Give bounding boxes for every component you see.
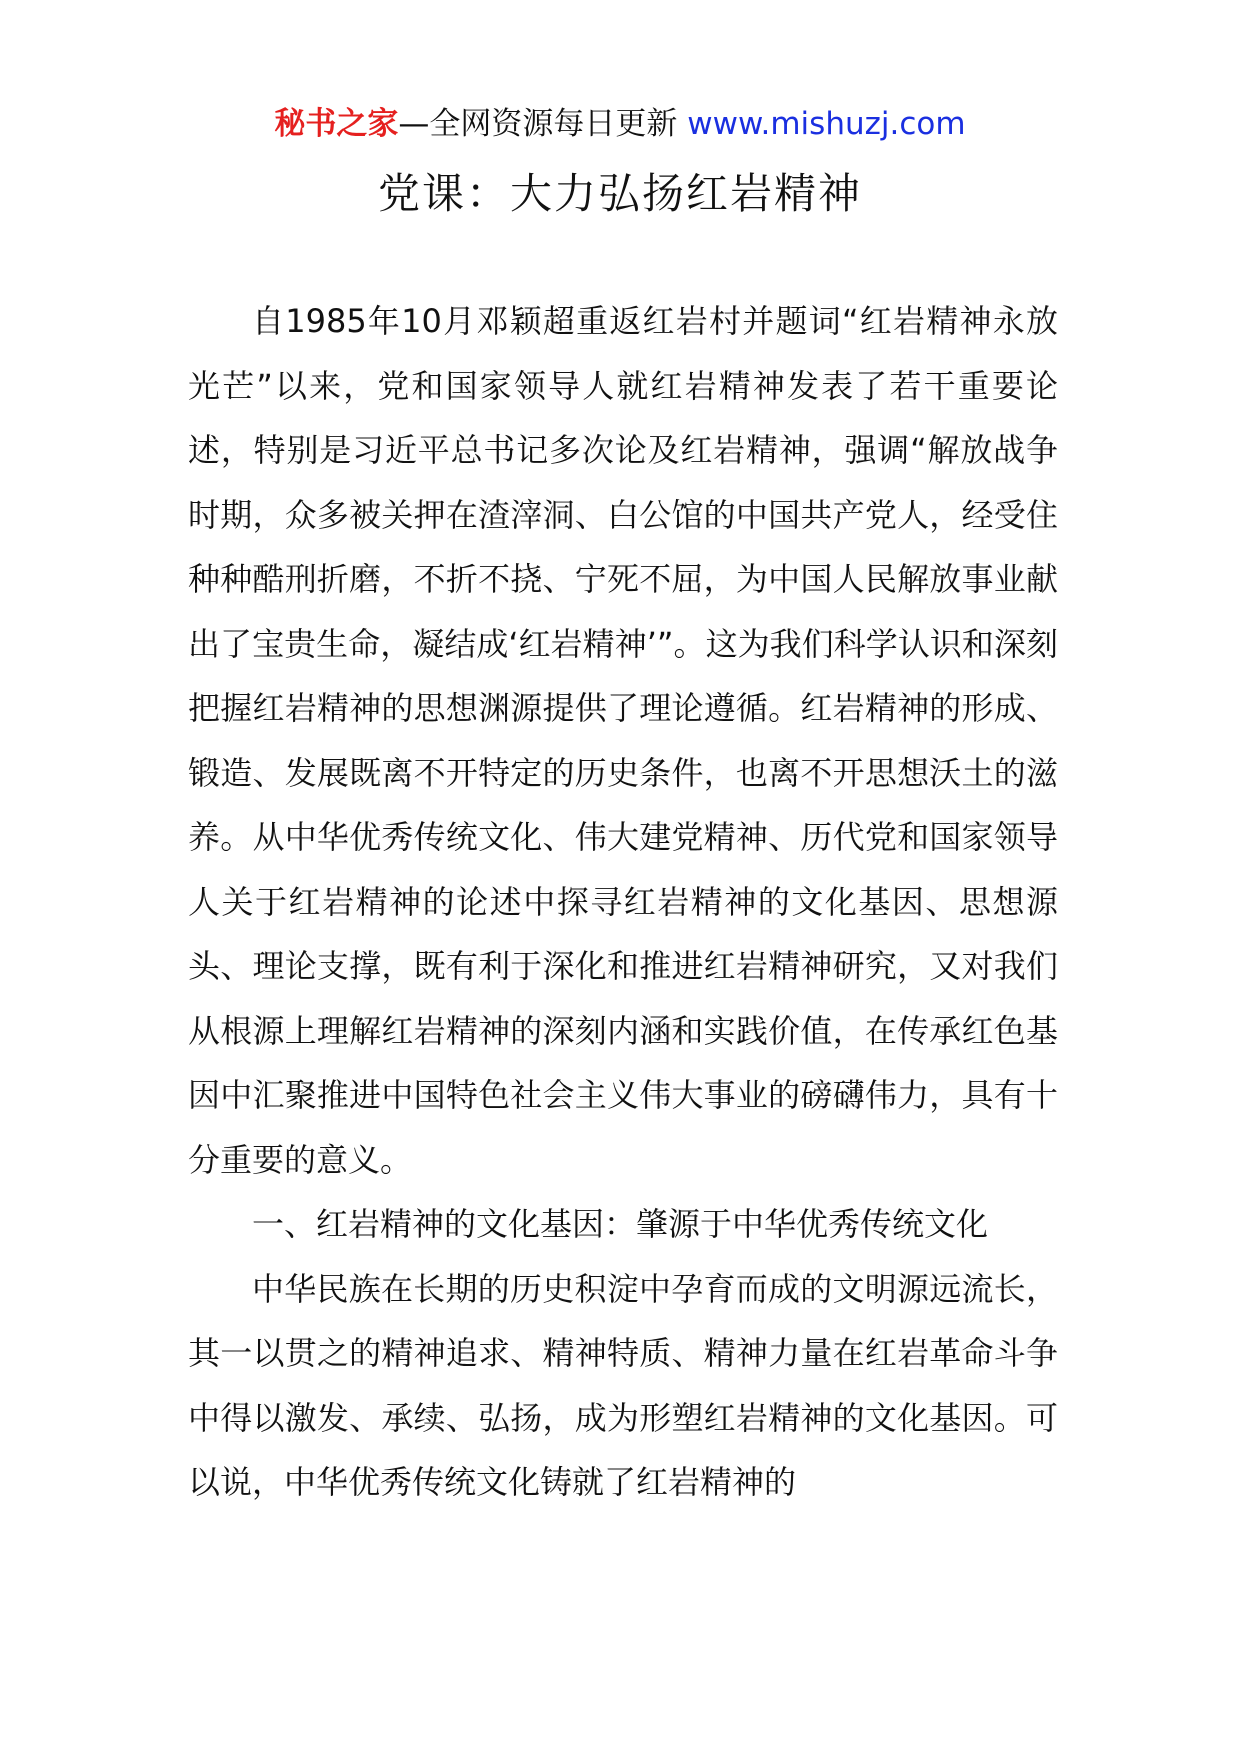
site-tagline: —全网资源每日更新 [398,106,688,142]
site-watermark-header [0,100,1240,148]
body-paragraph-intro: 自1985年10月邓颖超重返红岩村并题词“红岩精神永放光芒”以来，党和国家领导人就红岩精神发表了若干重要论述，特别是习近平总书记多次论及红岩精神，强调“解放战争时期，众多被关押在渣滓洞、白公馆的中国共产党人，经受住种种酷刑折磨，不折不挠、宁死不屈，为中国人民解放事业献出了宝贵生命，凝结成‘红岩精神’”。这为我们科学认识和深刻把握红岩精神的思想渊源提供了理论遵循。红岩精神的形成、锻造、发展既离不开特定的历史条件，也离不开思想沃土的滋养。从中华优秀传统文化、伟大建党精神、历代党和国家领导人关于红岩精神的论述中探寻红岩精神的文化基因、思想源头、理论支撑，既有利于深化和推进红岩精神研究，又对我们从根源上理解红岩精神的深刻内涵和实践价值，在传承红色基因中汇聚推进中国特色社会主义伟大事业的磅礴伟力，具有十分重要的意义。 [188,302,1058,1179]
site-url-link[interactable]: www.mishuzj.com [687,106,966,142]
document-body [188,289,1058,1515]
site-brand-name: 秘书之家 [274,106,399,142]
body-paragraph-section-1: 中华民族在长期的历史积淀中孕育而成的文明源远流长，其一以贯之的精神追求、精神特质、精神力量在红岩革命斗争中得以激发、承续、弘扬，成为形塑红岩精神的文化基因。可以说，中华优秀传统文化铸就了红岩精神的 [188,1269,1058,1501]
section-heading-1: 一、红岩精神的文化基因：肇源于中华优秀传统文化 [252,1205,989,1243]
document-title: 党课：大力弘扬红岩精神 [377,169,862,218]
